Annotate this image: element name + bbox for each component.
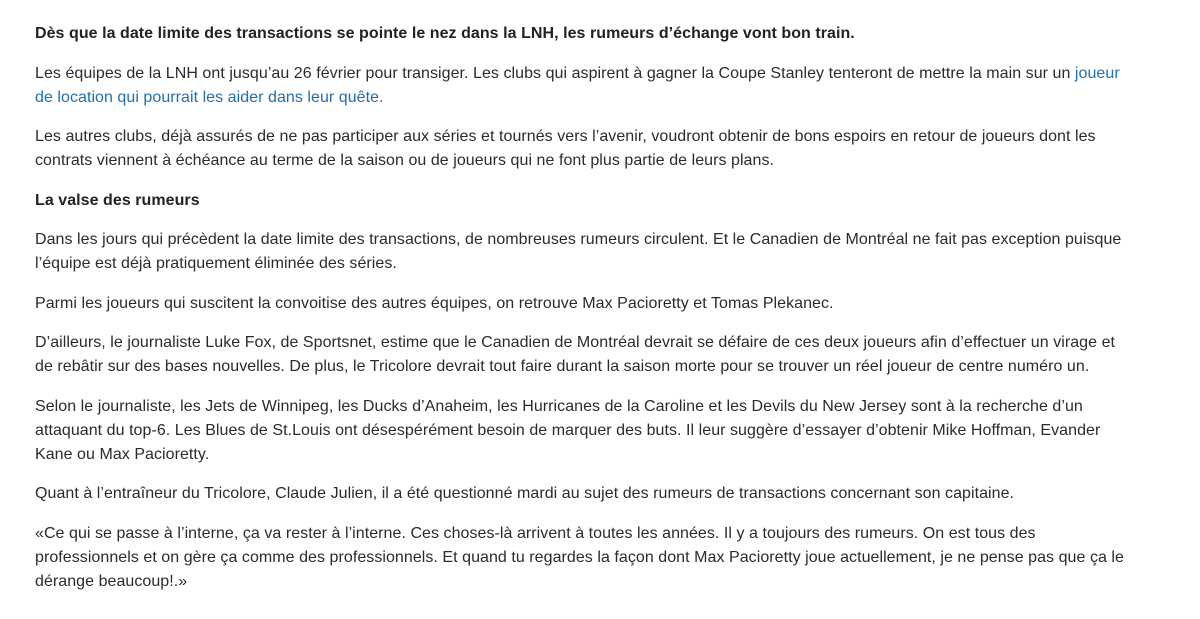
article-quote: «Ce qui se passe à l’interne, ça va rester à l’interne. Ces choses-là arrivent à toutes les années. Il y a toujours des rumeurs. On est tous des professionnels et on gère ça comme des professionnels. Et quand tu regardes la façon dont Max Pacioretty joue actuellement, je ne pense pas que ça le dérange beaucoup!.» [35, 524, 1124, 590]
article-paragraph-3: Dans les jours qui précèdent la date limite des transactions, de nombreuses rumeurs circulent. Et le Canadien de Montréal ne fait pas exception puisque l’équipe est déjà pratiquement éliminée des séries. [35, 231, 1122, 272]
article-paragraph-5: D’ailleurs, le journaliste Luke Fox, de Sportsnet, estime que le Canadien de Montréal devrait se défaire de ces deux joueurs afin d’effectuer un virage et de rebâtir sur des bases nouvelles. De plus, le Tricolore devrait tout faire durant la saison morte pour se trouver un réel joueur de centre numéro un. [35, 334, 1116, 375]
section-subheading: La valse des rumeurs [35, 191, 200, 209]
article-paragraph-2: Les autres clubs, déjà assurés de ne pas participer aux séries et tournés vers l’avenir, voudront obtenir de bons espoirs en retour de joueurs dont les contrats viennent à échéance au terme de la saison ou de joueurs qui ne font plus partie de leurs plans. [35, 128, 1096, 169]
paragraph-1-text: Les équipes de la LNH ont jusqu’au 26 février pour transiger. Les clubs qui aspirent à gagner la Coupe Stanley tenteront de mettre la main sur un [35, 64, 1075, 82]
rental-player-link[interactable]: joueur de location qui pourrait les aider dans leur quête. [35, 64, 1120, 106]
article-paragraph-7: Quant à l’entraîneur du Tricolore, Claude Julien, il a été questionné mardi au sujet des rumeurs de transactions concernant son capitaine. [35, 485, 1015, 502]
article-paragraph-4: Parmi les joueurs qui suscitent la convoitise des autres équipes, on retrouve Max Pacioretty et Tomas Plekanec. [35, 294, 834, 312]
article-lead: Dès que la date limite des transactions se pointe le nez dans la LNH, les rumeurs d’échange vont bon train. [35, 25, 855, 42]
article-paragraph-1 [35, 62, 1130, 110]
article-paragraph-6: Selon le journaliste, les Jets de Winnipeg, les Ducks d’Anaheim, les Hurricanes de la Caroline et les Devils du New Jersey sont à la recherche d’un attaquant du top-6. Les Blues de St.Louis ont désespérément besoin de marquer des buts. Il leur suggère d’essayer d’obtenir Mike Hoffman, Evander Kane ou Max Pacioretty. [35, 397, 1101, 463]
